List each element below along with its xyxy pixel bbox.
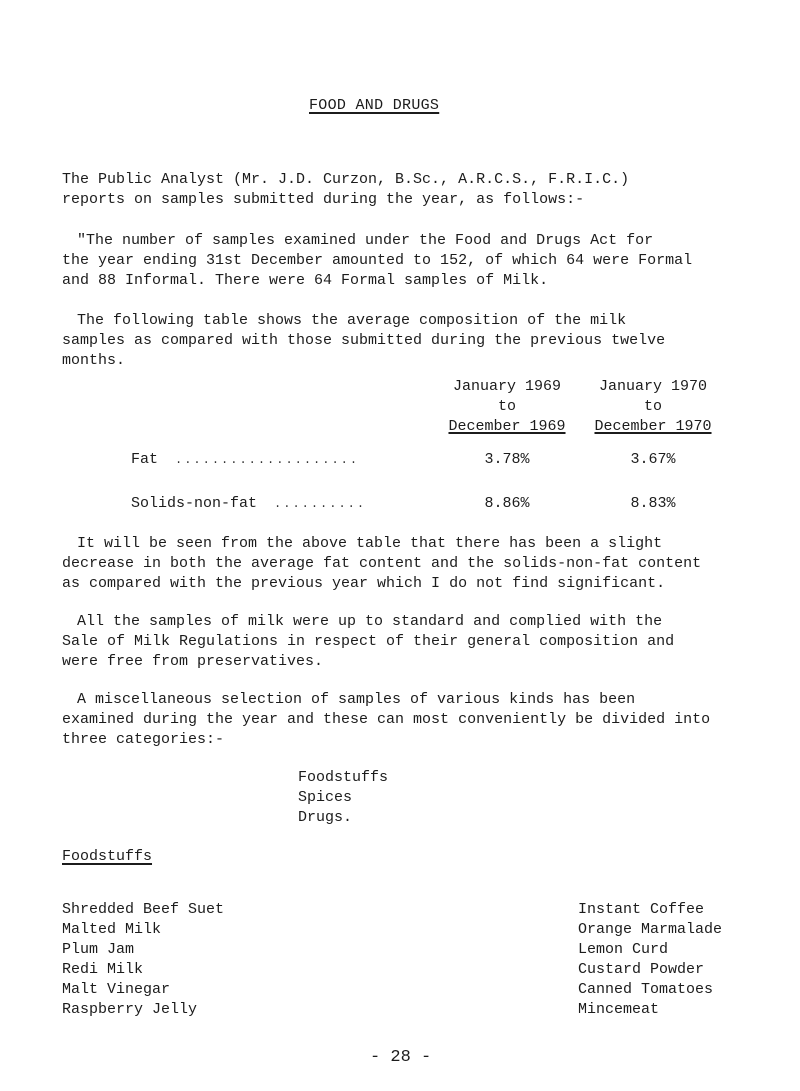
page-title: FOOD AND DRUGS	[309, 97, 440, 114]
samples-count-paragraph	[62, 231, 762, 291]
text-line: It will be seen from the above table that there has been a slight	[77, 535, 663, 552]
text-line: three categories:-	[62, 731, 225, 748]
leader-dots: ....................	[175, 453, 360, 467]
category-item: Spices	[298, 789, 353, 806]
text-line: were free from preservatives.	[62, 653, 324, 670]
header-line: December 1970	[594, 418, 712, 435]
fat-value-1969: 3.78%	[484, 451, 530, 468]
text-line: Sale of Milk Regulations in respect of their general composition and	[62, 633, 675, 650]
table-row-solids-non-fat	[131, 494, 366, 514]
list-item: Malt Vinegar	[62, 981, 171, 998]
text-line: The Public Analyst (Mr. J.D. Curzon, B.Sc., A.R.C.S., F.R.I.C.)	[62, 171, 630, 188]
solids-value-1969: 8.86%	[484, 495, 530, 512]
standards-paragraph	[62, 612, 762, 672]
text-line: decrease in both the average fat content and the solids-non-fat content	[62, 555, 702, 572]
foodstuffs-right-column	[578, 900, 722, 1020]
header-line: December 1969	[448, 418, 566, 435]
list-item: Malted Milk	[62, 921, 162, 938]
list-item: Plum Jam	[62, 941, 135, 958]
list-item: Canned Tomatoes	[578, 981, 714, 998]
list-item: Redi Milk	[62, 961, 144, 978]
table-intro-paragraph	[62, 311, 762, 371]
category-item: Foodstuffs	[298, 769, 389, 786]
list-item: Custard Powder	[578, 961, 705, 978]
header-line: to	[497, 398, 516, 415]
text-line: examined during the year and these can most conveniently be divided into	[62, 711, 711, 728]
list-item: Raspberry Jelly	[62, 1001, 198, 1018]
header-line: to	[643, 398, 662, 415]
text-line: and 88 Informal. There were 64 Formal samples of Milk.	[62, 272, 549, 289]
list-item: Orange Marmalade	[578, 921, 723, 938]
list-item: Shredded Beef Suet	[62, 901, 225, 918]
text-line: "The number of samples examined under the Food and Drugs Act for	[77, 232, 654, 249]
category-item: Drugs.	[298, 809, 353, 826]
list-item: Lemon Curd	[578, 941, 669, 958]
header-line: January 1969	[452, 378, 562, 395]
solids-value-1970: 8.83%	[630, 495, 676, 512]
categories-list	[298, 768, 388, 828]
table-row-fat	[131, 450, 359, 470]
row-label: Solids-non-fat	[131, 495, 258, 512]
text-line: as compared with the previous year which I do not find significant.	[62, 575, 666, 592]
miscellaneous-paragraph	[62, 690, 762, 750]
page-number: - 28 -	[370, 1048, 432, 1067]
intro-paragraph	[62, 170, 762, 210]
header-line: January 1970	[598, 378, 708, 395]
fat-value-1970: 3.67%	[630, 451, 676, 468]
leader-dots: ..........	[274, 497, 367, 511]
foodstuffs-heading: Foodstuffs	[62, 848, 153, 865]
foodstuffs-left-column	[62, 900, 224, 1020]
table-header-1969	[437, 377, 577, 437]
list-item: Instant Coffee	[578, 901, 705, 918]
text-line: reports on samples submitted during the year, as follows:-	[62, 191, 585, 208]
text-line: samples as compared with those submitted during the previous twelve	[62, 332, 666, 349]
text-line: the year ending 31st December amounted to 152, of which 64 were Formal	[62, 252, 693, 269]
row-label: Fat	[131, 451, 159, 468]
text-line: months.	[62, 352, 126, 369]
analysis-paragraph	[62, 534, 762, 594]
list-item: Mincemeat	[578, 1001, 660, 1018]
text-line: The following table shows the average composition of the milk	[77, 312, 627, 329]
table-header-1970	[583, 377, 723, 437]
text-line: A miscellaneous selection of samples of various kinds has been	[77, 691, 636, 708]
text-line: All the samples of milk were up to standard and complied with the	[77, 613, 663, 630]
